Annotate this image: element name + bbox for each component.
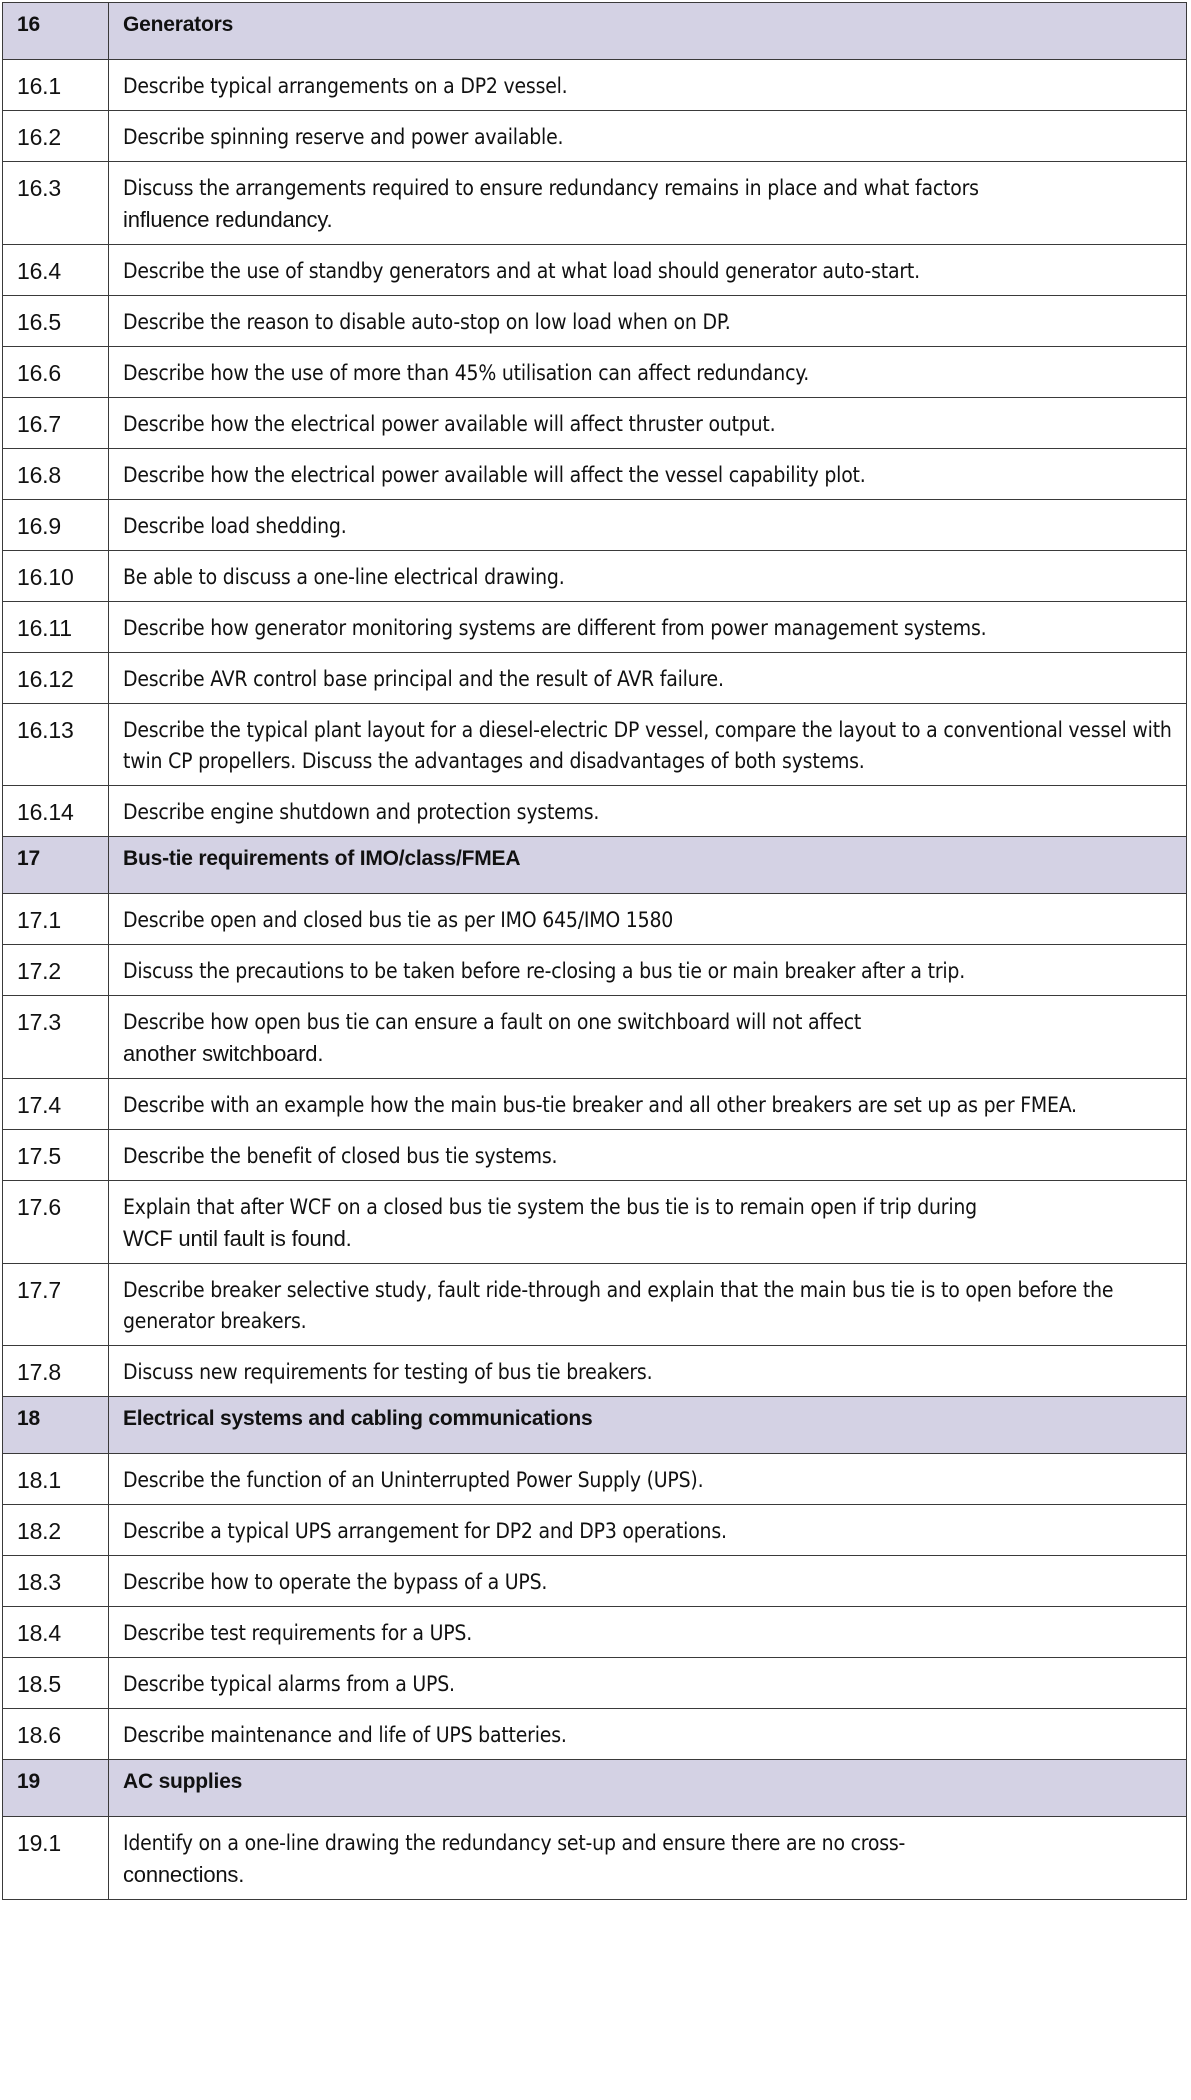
table-row (3, 945, 1187, 996)
section-title: Bus-tie requirements of IMO/class/FMEA (109, 837, 1187, 894)
table-row (3, 602, 1187, 653)
item-description-text: Describe how to operate the bypass of a UPS. (123, 1570, 548, 1594)
section-title: Generators (109, 3, 1187, 60)
item-number: 16.3 (3, 162, 109, 245)
table-row (3, 786, 1187, 837)
item-description-text: Discuss new requirements for testing of bus tie breakers. (123, 1360, 653, 1384)
item-description (109, 245, 1187, 296)
section-number: 19 (3, 1760, 109, 1817)
item-description (109, 500, 1187, 551)
section-header-row (3, 3, 1187, 60)
table-row (3, 296, 1187, 347)
item-description (109, 1264, 1187, 1346)
item-description-text: Describe how open bus tie can ensure a fault on one switchboard will not affect (123, 1010, 862, 1034)
item-description (109, 602, 1187, 653)
item-number: 17.3 (3, 996, 109, 1079)
section-number: 18 (3, 1397, 109, 1454)
table-row (3, 1264, 1187, 1346)
item-description (109, 398, 1187, 449)
table-row (3, 162, 1187, 245)
item-description (109, 1181, 1187, 1264)
table-row (3, 1505, 1187, 1556)
section-header-row (3, 1760, 1187, 1817)
table-row (3, 449, 1187, 500)
table-row (3, 996, 1187, 1079)
table-row (3, 653, 1187, 704)
item-number: 16.13 (3, 704, 109, 786)
item-description (109, 111, 1187, 162)
item-description (109, 1346, 1187, 1397)
item-description-text: Describe the typical plant layout for a diesel-electric DP vessel, compare the layout to a conventional vessel with twin CP propellers. Discuss the advantages and disadvantages of both systems. (123, 718, 1172, 773)
table-row (3, 1079, 1187, 1130)
table-row (3, 500, 1187, 551)
item-description-text: Describe open and closed bus tie as per IMO 645/IMO 1580 (123, 908, 674, 932)
item-description (109, 1607, 1187, 1658)
item-description (109, 296, 1187, 347)
item-description-text: Describe with an example how the main bus-tie breaker and all other breakers are set up as per FMEA. (123, 1093, 1077, 1117)
item-description-text: Describe the reason to disable auto-stop on low load when on DP. (123, 310, 731, 334)
item-number: 16.14 (3, 786, 109, 837)
item-description-continuation: connections. (123, 1862, 245, 1887)
item-number: 18.5 (3, 1658, 109, 1709)
item-description-text: Describe AVR control base principal and the result of AVR failure. (123, 667, 724, 691)
item-number: 16.8 (3, 449, 109, 500)
item-description-text: Describe spinning reserve and power available. (123, 125, 564, 149)
item-description (109, 653, 1187, 704)
table-row (3, 60, 1187, 111)
item-number: 19.1 (3, 1817, 109, 1900)
item-description-continuation: WCF until fault is found. (123, 1226, 352, 1251)
item-number: 18.4 (3, 1607, 109, 1658)
item-number: 17.4 (3, 1079, 109, 1130)
item-description-text: Describe how generator monitoring systems are different from power management systems. (123, 616, 987, 640)
item-description (109, 347, 1187, 398)
item-description-text: Describe typical alarms from a UPS. (123, 1672, 455, 1696)
item-description-text: Describe breaker selective study, fault ride-through and explain that the main bus tie is to open before the generator breakers. (123, 1278, 1114, 1333)
item-description-text: Describe load shedding. (123, 514, 347, 538)
item-number: 16.4 (3, 245, 109, 296)
item-number: 18.1 (3, 1454, 109, 1505)
table-row (3, 245, 1187, 296)
item-description (109, 1505, 1187, 1556)
table-row (3, 1658, 1187, 1709)
item-description (109, 60, 1187, 111)
item-description-text: Describe how the use of more than 45% utilisation can affect redundancy. (123, 361, 810, 385)
item-description (109, 1454, 1187, 1505)
section-title: AC supplies (109, 1760, 1187, 1817)
item-description (109, 786, 1187, 837)
table-row (3, 551, 1187, 602)
item-number: 17.5 (3, 1130, 109, 1181)
item-description-text: Discuss the precautions to be taken before re-closing a bus tie or main breaker after a trip. (123, 959, 966, 983)
item-description (109, 996, 1187, 1079)
item-description-continuation: another switchboard. (123, 1041, 324, 1066)
item-number: 16.10 (3, 551, 109, 602)
item-number: 16.9 (3, 500, 109, 551)
syllabus-table (2, 2, 1187, 1900)
item-description (109, 1658, 1187, 1709)
item-description (109, 704, 1187, 786)
item-description-text: Describe engine shutdown and protection systems. (123, 800, 600, 824)
table-row (3, 1607, 1187, 1658)
item-description-text: Describe maintenance and life of UPS batteries. (123, 1723, 567, 1747)
item-description-text: Describe how the electrical power available will affect thruster output. (123, 412, 776, 436)
section-header-row (3, 837, 1187, 894)
item-description (109, 449, 1187, 500)
item-description-text: Describe a typical UPS arrangement for DP2 and DP3 operations. (123, 1519, 727, 1543)
item-description (109, 1079, 1187, 1130)
table-row (3, 704, 1187, 786)
item-description-text: Discuss the arrangements required to ensure redundancy remains in place and what factors (123, 176, 979, 200)
item-number: 18.6 (3, 1709, 109, 1760)
section-header-row (3, 1397, 1187, 1454)
item-number: 17.2 (3, 945, 109, 996)
item-description (109, 1817, 1187, 1900)
item-description-text: Describe typical arrangements on a DP2 vessel. (123, 74, 568, 98)
table-row (3, 347, 1187, 398)
item-description-text: Describe the function of an Uninterrupted Power Supply (UPS). (123, 1468, 704, 1492)
item-description (109, 894, 1187, 945)
table-row (3, 1346, 1187, 1397)
item-number: 18.3 (3, 1556, 109, 1607)
item-description-continuation: influence redundancy. (123, 207, 333, 232)
item-number: 16.6 (3, 347, 109, 398)
item-number: 16.5 (3, 296, 109, 347)
section-number: 17 (3, 837, 109, 894)
item-description-text: Describe how the electrical power available will affect the vessel capability plot. (123, 463, 866, 487)
item-description-text: Be able to discuss a one-line electrical drawing. (123, 565, 565, 589)
item-description-text: Describe test requirements for a UPS. (123, 1621, 473, 1645)
item-number: 17.8 (3, 1346, 109, 1397)
table-row (3, 1556, 1187, 1607)
item-number: 16.1 (3, 60, 109, 111)
table-row (3, 894, 1187, 945)
item-number: 17.1 (3, 894, 109, 945)
item-description (109, 1130, 1187, 1181)
item-description-text: Identify on a one-line drawing the redundancy set-up and ensure there are no cross- (123, 1831, 906, 1855)
syllabus-body (3, 3, 1187, 1900)
item-description (109, 551, 1187, 602)
item-number: 17.7 (3, 1264, 109, 1346)
table-row (3, 1454, 1187, 1505)
table-row (3, 1817, 1187, 1900)
section-number: 16 (3, 3, 109, 60)
section-title: Electrical systems and cabling communications (109, 1397, 1187, 1454)
item-description (109, 945, 1187, 996)
table-row (3, 398, 1187, 449)
item-number: 16.11 (3, 602, 109, 653)
table-row (3, 1709, 1187, 1760)
table-row (3, 111, 1187, 162)
item-description (109, 1556, 1187, 1607)
table-row (3, 1181, 1187, 1264)
item-description-text: Explain that after WCF on a closed bus tie system the bus tie is to remain open if trip during (123, 1195, 977, 1219)
item-description-text: Describe the use of standby generators and at what load should generator auto-start. (123, 259, 920, 283)
table-row (3, 1130, 1187, 1181)
item-description-text: Describe the benefit of closed bus tie systems. (123, 1144, 558, 1168)
item-description (109, 1709, 1187, 1760)
item-description (109, 162, 1187, 245)
item-number: 18.2 (3, 1505, 109, 1556)
item-number: 16.12 (3, 653, 109, 704)
item-number: 17.6 (3, 1181, 109, 1264)
item-number: 16.2 (3, 111, 109, 162)
item-number: 16.7 (3, 398, 109, 449)
